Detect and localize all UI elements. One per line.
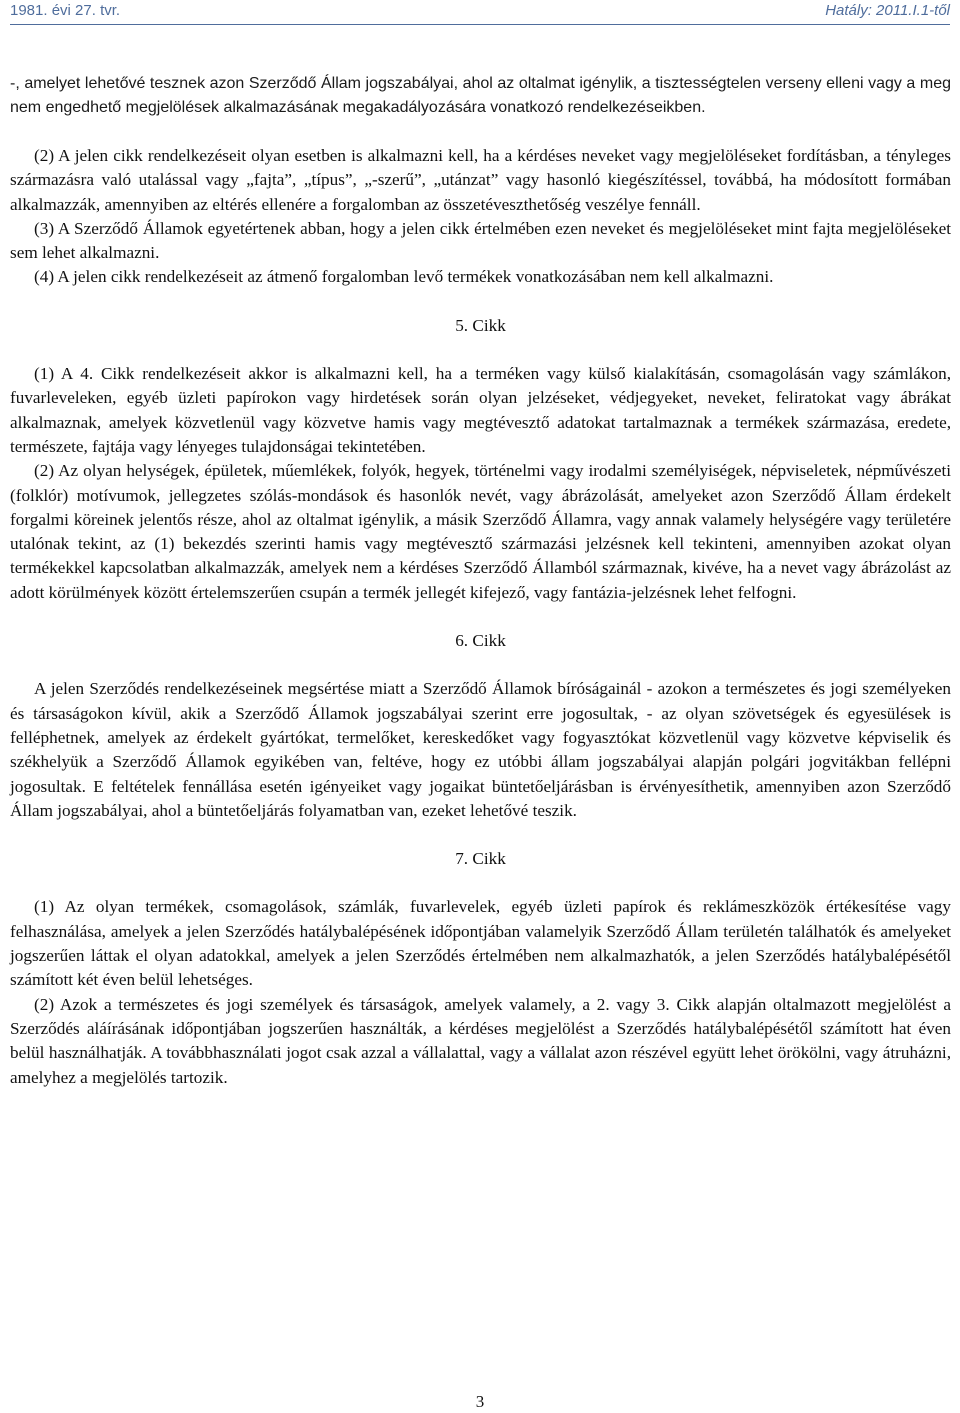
article-4-paragraph-3: (3) A Szerződő Államok egyetértenek abban, hogy a jelen cikk értelmében ezen neveket és megjelöléseket mint fajta megjelöléseket sem lehet alkalmazni. — [10, 218, 951, 263]
intro-block — [10, 72, 951, 120]
page-header — [10, 2, 950, 24]
header-validity: Hatály: 2011.I.1-től — [825, 2, 950, 19]
article-7-heading: 7. Cikk — [455, 849, 506, 869]
article-6-paragraph-1: A jelen Szerződés rendelkezéseinek megsértése miatt a Szerződő Államok bíróságainál - azokon a természetes és jogi személyeken és társaságokon kívül, akik a Szerződő Államok jogszabályai szerint erre jogosultak, - az olyan szövetségek és egyesülések is felléphetnek, amelyek az érdekelt gyártókat, termelőket, kereskedőket vagy fogyasztókat közvetlenül vagy közvetve képviselik és székhelyük a Szerződő Államok egyikében van, feltéve, hogy ez utóbbi állam jogszabályai alapján polgári jogvitákban fellépni jogosultak. E feltételek fennállása esetén igényeiket vagy jogaikat büntetőeljárásban is érvényesíthetik, amennyiben azon Szerződő Állam jogszabályai, ahol a büntetőeljárás folyamatban van, ezeket lehetővé teszik. — [10, 679, 951, 820]
document-body — [10, 144, 951, 1090]
header-divider — [10, 24, 950, 25]
article-7-paragraph-2: (2) Azok a természetes és jogi személyek és társaságok, amelyek valamely, a 2. vagy 3. Cikk alapján oltalmazott megjelölést a Szerződés aláírásának időpontjában jogszerűen használták, a kérdéses megjelölést a Szerződés hatálybalépésétől számított hat éven belül használhatják. A továbbhasználati jogot csak azzal a vállalattal, vagy a vállalat azon részével együtt lehet örökölni, vagy átruházni, amelyhez a megjelölés tartozik. — [10, 994, 951, 1087]
page-number: 3 — [475, 1392, 485, 1411]
article-6-heading: 6. Cikk — [455, 631, 506, 651]
article-5-paragraph-2: (2) Az olyan helységek, épületek, műemlékek, folyók, hegyek, történelmi vagy irodalmi személyiségek, népviseletek, népművészeti (folklór) motívumok, jellegzetes szólás-mondások és hasonlók nevét, vagy ábrázolását, amelyeket azon Szerződő Állam érdekelt forgalmi köreinek jelentős része, ahol az oltalmat igénylik, a másik Szerződő Államra, vagy annak valamely helységére vagy területére utalónak tekint, az (1) bekezdés szerinti hamis vagy megtévesztő származási jelzésnek kell tekinteni, amennyiben azokat olyan termékekkel kapcsolatban alkalmazzák, amelyek nem a kérdéses Szerződő Államból származnak, kivéve, ha a nevet vagy ábrázolást az adott körülmények között értelemszerűen csupán a termék jellegét kifejező, vagy fantázia-jelzésnek lehet felfogni. — [10, 461, 951, 602]
article-7-paragraph-1: (1) Az olyan termékek, csomagolások, számlák, fuvarlevelek, egyéb üzleti papírok és reklámeszközök értékesítése vagy felhasználása, amelyek a jelen Szerződés hatálybalépésének időpontjában valamelyik Szerződő Állam területén találhatók és amelyeket jogszerűen láttak el olyan adatokkal, amelyek a jelen Szerződés értelmében nem alkalmazhatók, a jelen Szerződés hatálybalépésétől számított két éven belül lehetséges. — [10, 897, 951, 990]
article-4-paragraph-2: (2) A jelen cikk rendelkezéseit olyan esetben is alkalmazni kell, ha a kérdéses neveket vagy megjelöléseket fordításban, a tényleges származásra való utalással vagy „fajta”, „típus”, „-szerű”, „utánzat” vagy hasonló kiegészítéssel, továbbá, ha módosított formában alkalmazzák, amennyiben az eltérés ellenére a forgalomban az összetéveszthetőség veszélye fennáll. — [10, 146, 951, 214]
article-5-heading: 5. Cikk — [455, 315, 506, 335]
header-act-reference: 1981. évi 27. tvr. — [10, 2, 121, 19]
article-5-paragraph-1: (1) A 4. Cikk rendelkezéseit akkor is alkalmazni kell, ha a terméken vagy külső kialakításán, csomagolásán vagy számlákon, fuvarleveleken, egyéb üzleti papírokon vagy hirdetések során olyan jelzéseket, védjegyeket, neveket, feliratokat vagy ábrákat alkalmaznak, amelyek közvetlenül vagy közvetve hamis vagy megtévesztő adatokat tartalmaznak a termékek származása, eredete, természete, fajtája vagy lényeges tulajdonságai tekintetében. — [10, 364, 951, 456]
article-4-paragraph-4: (4) A jelen cikk rendelkezéseit az átmenő forgalomban levő termékek vonatkozásában nem kell alkalmazni. — [34, 267, 774, 287]
intro-paragraph: -, amelyet lehetővé tesznek azon Szerződő Állam jogszabályai, ahol az oltalmat igénylik, a tisztességtelen verseny elleni vagy a meg nem engedhető megjelölések alkalmazásának megakadályozására vonatkozó rendelkezéseikben. — [10, 75, 951, 116]
